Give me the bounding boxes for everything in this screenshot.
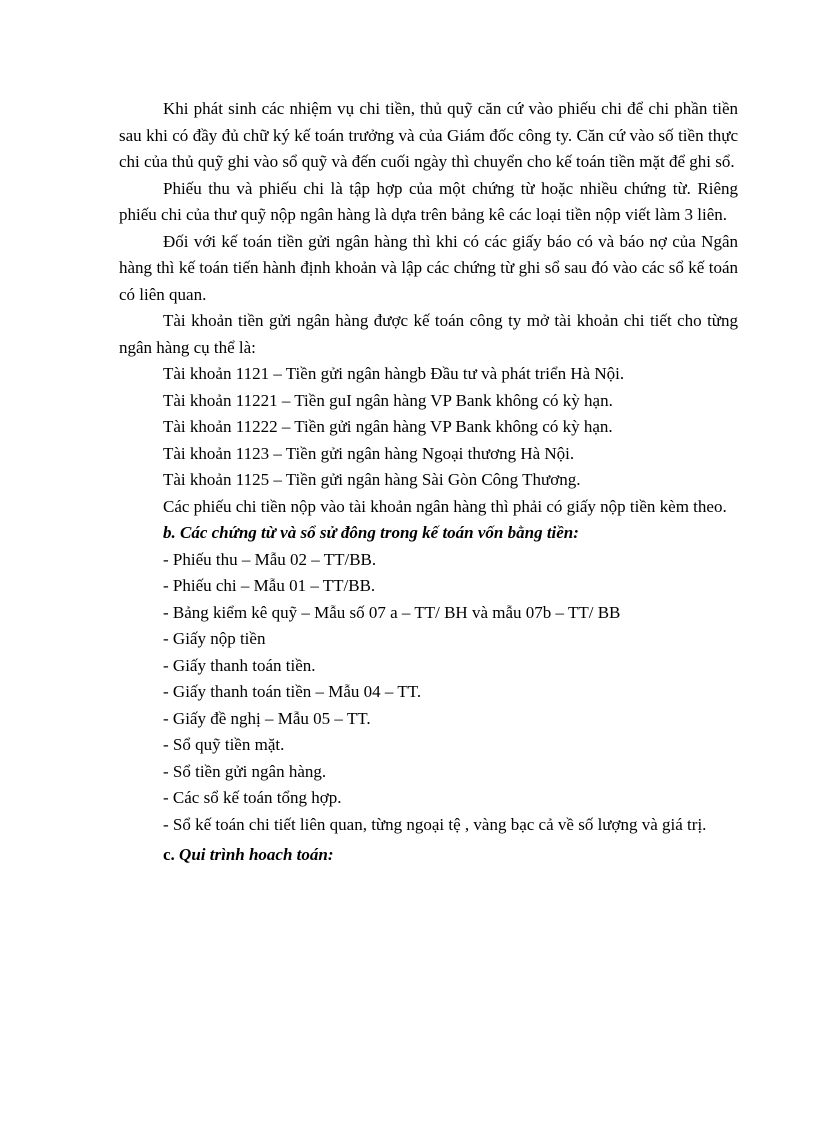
section-c-title: Qui trình hoach toán: — [179, 845, 334, 864]
account-item: Tài khoản 11222 – Tiền gửi ngân hàng VP Bank không có kỳ hạn. — [163, 417, 613, 436]
document-item: - Giấy đề nghị – Mẫu 05 – TT. — [163, 708, 371, 728]
document-item: - Các sổ kế toán tổng hợp. — [163, 788, 342, 807]
document-item: - Bảng kiểm kê quỹ – Mẫu số 07 a – TT/ BH và mẫu 07b – TT/ BB — [163, 602, 621, 622]
account-item: Tài khoản 11221 – Tiền guI ngân hàng VP Bank không có kỳ hạn. — [163, 390, 613, 410]
document-item: - Phiếu thu – Mẫu 02 – TT/BB. — [163, 549, 377, 569]
document-item: - Sổ tiền gửi ngân hàng. — [163, 761, 327, 781]
document-item: - Phiếu chi – Mẫu 01 – TT/BB. — [163, 576, 376, 595]
paragraph-bank-accounts: Tài khoản tiền gửi ngân hàng được kế toán công ty mở tài khoản chi tiết cho từng ngân hàng cụ thể là: — [119, 311, 738, 357]
section-c-prefix: c. — [163, 845, 175, 864]
paragraph-receipts: Phiếu thu và phiếu chi là tập hợp của một chứng từ hoặc nhiều chứng từ. Riêng phiếu chi của thư quỹ nộp ngân hàng là dựa trên bảng kê các loại tiền nộp viết làm 3 liên. — [119, 178, 738, 224]
account-item: Tài khoản 1125 – Tiền gửi ngân hàng Sài Gòn Công Thương. — [163, 470, 581, 489]
paragraph-deposit-slip: Các phiếu chi tiền nộp vào tài khoản ngân hàng thì phải có giấy nộp tiền kèm theo. — [163, 496, 727, 516]
document-item: - Giấy thanh toán tiền. — [163, 655, 316, 675]
document-item: - Giấy thanh toán tiền – Mẫu 04 – TT. — [163, 682, 422, 701]
account-item: Tài khoản 1123 – Tiền gửi ngân hàng Ngoại thương Hà Nội. — [163, 443, 575, 463]
section-c-heading — [119, 842, 738, 869]
paragraph-cash-payment: Khi phát sinh các nhiệm vụ chi tiền, thủ quỹ căn cứ vào phiếu chi để chi phần tiền sau khi có đầy đủ chữ ký kế toán trưởng và của Giám đốc công ty. Căn cứ vào số tiền thực chi của thủ quỹ ghi vào sổ quỹ và đến cuối ngày thì chuyển cho kế toán tiền mặt để ghi sổ. — [119, 99, 738, 171]
document-item-detail: - Sổ kế toán chi tiết liên quan, từng ngoại tệ , vàng bạc cả về số lượng và giá trị. — [163, 814, 707, 834]
paragraph-bank-deposit: Đối với kế toán tiền gửi ngân hàng thì khi có các giấy báo có và báo nợ của Ngân hàng thì kế toán tiến hành định khoản và lập các chứng từ ghi sổ sau đó vào các sổ kế toán có liên quan. — [119, 231, 738, 304]
section-b-heading: b. Các chứng từ và sổ sử đông trong kế toán vốn bằng tiền: — [163, 523, 579, 542]
document-item: - Giấy nộp tiền — [163, 629, 266, 648]
document-item: - Sổ quỹ tiền mặt. — [163, 735, 285, 754]
document-page — [119, 96, 738, 869]
account-item: Tài khoản 1121 – Tiền gửi ngân hàngb Đầu tư và phát triển Hà Nội. — [163, 364, 625, 383]
